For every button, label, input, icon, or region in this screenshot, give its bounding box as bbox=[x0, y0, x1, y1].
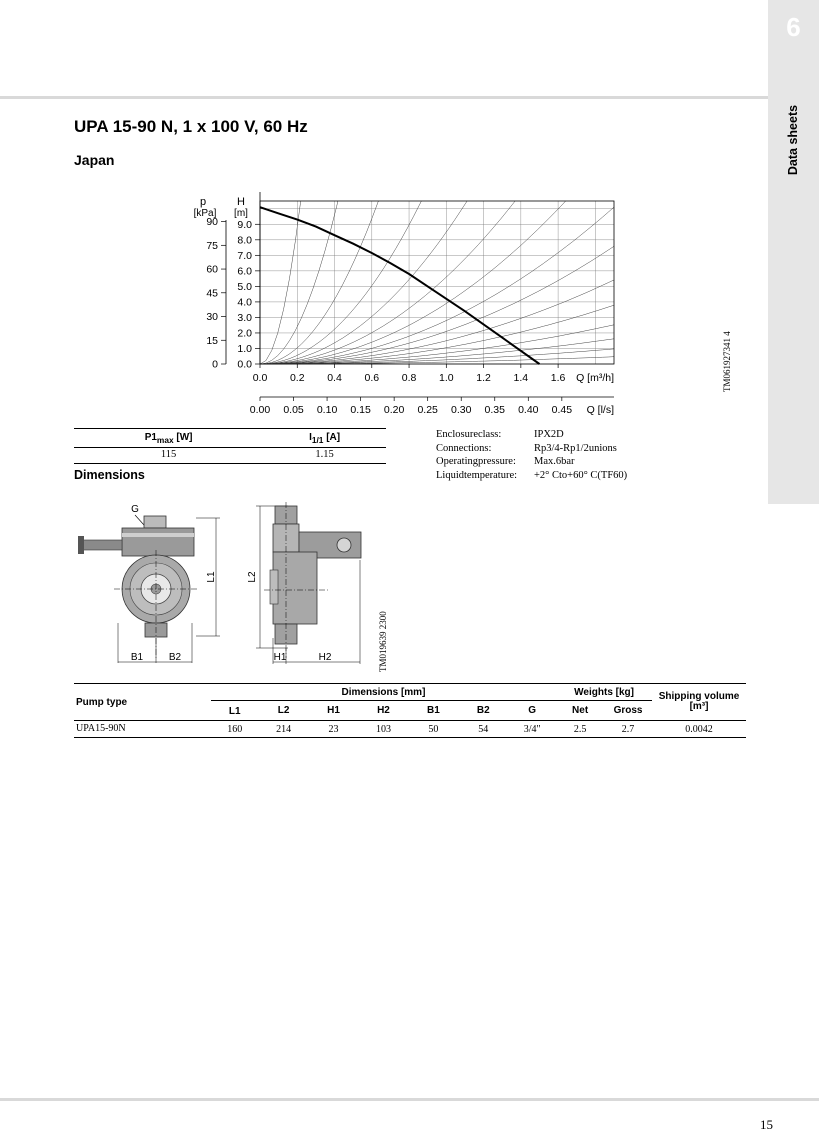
region-title: Japan bbox=[74, 152, 115, 168]
q-tick-label: 0.4 bbox=[327, 372, 342, 384]
cell-net: 2.5 bbox=[573, 723, 587, 735]
q-tick-label: 0.6 bbox=[364, 372, 380, 384]
q2-tick-label: 0.20 bbox=[383, 404, 405, 416]
p-tick-label: 15 bbox=[206, 334, 218, 347]
h-tick-label: 0.0 bbox=[237, 358, 252, 371]
cell-shipping: 0.0042 bbox=[685, 723, 713, 735]
cell-b2: 54 bbox=[478, 723, 489, 735]
g-label: G bbox=[131, 504, 139, 515]
cell-gross: 2.7 bbox=[621, 723, 635, 735]
cell-l2: 214 bbox=[276, 723, 292, 735]
pump-performance-curve bbox=[260, 207, 540, 364]
p-tick-label: 75 bbox=[206, 239, 218, 252]
q-tick-label: 1.4 bbox=[513, 372, 529, 384]
h-tick-label: 7.0 bbox=[237, 249, 252, 262]
col-g: G bbox=[528, 705, 537, 716]
p-axis-label: p bbox=[199, 196, 207, 208]
chapter-side-tab bbox=[768, 0, 819, 504]
q-axis-m3h bbox=[253, 364, 566, 384]
h-tick-label: 1.0 bbox=[237, 342, 252, 355]
h-tick-label: 3.0 bbox=[237, 311, 252, 324]
spec-temperature: Liquidtemperature: +2° Cto+60° C(TF60) bbox=[436, 469, 628, 481]
system-curve bbox=[260, 201, 378, 364]
spec-pressure: Operatingpressure: Max.6bar bbox=[436, 456, 575, 467]
dimensions-header: Dimensions [mm] bbox=[211, 684, 556, 701]
x-axis-label: Q [m³/h] bbox=[576, 372, 614, 384]
system-curve bbox=[260, 201, 467, 364]
cell-g: 3/4" bbox=[523, 723, 541, 735]
pump-front-view-drawing bbox=[78, 498, 228, 668]
cell-b1: 50 bbox=[428, 723, 439, 735]
cell-l1: 160 bbox=[227, 723, 243, 735]
table-row bbox=[74, 721, 746, 738]
pump-type-header: Pump type bbox=[76, 696, 128, 708]
current-value: 1.15 bbox=[263, 448, 386, 464]
table-row bbox=[74, 448, 386, 464]
col-l1: L1 bbox=[228, 706, 241, 717]
col-gross: Gross bbox=[613, 705, 643, 716]
col-b2: B2 bbox=[476, 705, 490, 716]
h-axis-label: H bbox=[237, 196, 245, 208]
system-curve bbox=[260, 201, 301, 364]
q2-tick-label: 0.15 bbox=[350, 404, 371, 416]
spec-enclosure: Enclosureclass: IPX2D bbox=[436, 429, 564, 440]
system-curve bbox=[260, 201, 421, 364]
b1-label: B1 bbox=[130, 652, 144, 663]
q-tick-label: 0.0 bbox=[252, 372, 268, 384]
pump-curve-chart bbox=[185, 188, 625, 420]
page-title: UPA 15-90 N, 1 x 100 V, 60 Hz bbox=[74, 117, 308, 136]
shipping-volume-header: Shipping volume [m³] bbox=[658, 691, 740, 712]
drawing-code: TM019639 2300 bbox=[378, 611, 388, 672]
col-l2: L2 bbox=[277, 705, 290, 716]
q-tick-label: 1.2 bbox=[476, 372, 491, 384]
p-axis bbox=[206, 216, 226, 370]
h-axis-unit: [m] bbox=[234, 208, 248, 219]
dimension-table bbox=[74, 683, 746, 738]
cell-h2: 103 bbox=[375, 723, 391, 735]
h1-label: H1 bbox=[273, 652, 287, 663]
q-tick-label: 0.8 bbox=[401, 372, 417, 384]
electrical-data-table bbox=[74, 428, 386, 464]
q2-tick-label: 0.45 bbox=[551, 404, 573, 416]
q-tick-label: 1.0 bbox=[439, 372, 454, 384]
col-b1: B1 bbox=[426, 705, 440, 716]
chart-drawing-code: TM061927341 4 bbox=[722, 331, 732, 392]
p-tick-label: 60 bbox=[206, 263, 218, 276]
weights-header: Weights [kg] bbox=[556, 684, 652, 701]
h2-label: H2 bbox=[318, 652, 332, 663]
b2-label: B2 bbox=[168, 652, 182, 663]
q2-tick-label: 0.25 bbox=[417, 404, 438, 416]
l1-label: L1 bbox=[206, 571, 217, 583]
h-tick-label: 6.0 bbox=[237, 265, 252, 278]
q2-tick-label: 0.35 bbox=[484, 404, 505, 416]
q-tick-label: 0.2 bbox=[289, 372, 305, 384]
col-h2: H2 bbox=[377, 705, 390, 716]
q-axis-ls bbox=[250, 397, 614, 416]
bottom-rule bbox=[0, 1098, 819, 1101]
q2-tick-label: 0.40 bbox=[518, 404, 539, 416]
top-rule bbox=[0, 96, 768, 99]
cell-h1: 23 bbox=[328, 723, 339, 735]
p-tick-label: 0 bbox=[212, 358, 218, 371]
spec-connections: Connections: Rp3/4-Rp1/2unions bbox=[436, 442, 617, 454]
h-tick-label: 4.0 bbox=[237, 296, 252, 309]
current-header: $I_{1/1}$ [A] bbox=[263, 429, 386, 448]
specifications-list bbox=[436, 428, 627, 482]
q2-tick-label: 0.00 bbox=[249, 404, 271, 416]
col-net: Net bbox=[572, 705, 589, 716]
l2-label: L2 bbox=[247, 571, 258, 583]
p1-header: $P1_{max}$ [W] bbox=[74, 429, 263, 448]
h-tick-label: 5.0 bbox=[237, 280, 252, 293]
q-tick-label: 1.6 bbox=[550, 372, 566, 384]
h-tick-label: 8.0 bbox=[237, 234, 252, 247]
dimensions-heading: Dimensions bbox=[74, 468, 145, 482]
p-tick-label: 90 bbox=[206, 216, 218, 229]
col-h1: H1 bbox=[327, 705, 340, 716]
q2-tick-label: 0.05 bbox=[283, 404, 304, 416]
chapter-number: 6 bbox=[786, 12, 801, 42]
table-header-row bbox=[74, 684, 746, 701]
page-number: 15 bbox=[760, 1117, 773, 1132]
chapter-label: Data sheets bbox=[786, 104, 800, 176]
p1-value: 115 bbox=[74, 448, 263, 464]
system-curve bbox=[260, 349, 614, 364]
p-axis-unit: [kPa] bbox=[193, 208, 217, 219]
x2-axis-label: Q [l/s] bbox=[586, 404, 614, 416]
p-tick-label: 30 bbox=[206, 311, 218, 324]
system-curve bbox=[260, 201, 515, 364]
pump-side-view-drawing bbox=[240, 498, 370, 668]
system-curve bbox=[260, 201, 338, 364]
system-curve bbox=[260, 325, 614, 364]
q2-tick-label: 0.30 bbox=[451, 404, 472, 416]
q2-tick-label: 0.10 bbox=[316, 404, 338, 416]
p-tick-label: 45 bbox=[206, 287, 218, 300]
cell-pump-type: UPA15-90N bbox=[76, 723, 126, 734]
table-header-row bbox=[74, 429, 386, 448]
h-tick-label: 9.0 bbox=[237, 218, 252, 231]
h-tick-label: 2.0 bbox=[237, 327, 252, 340]
